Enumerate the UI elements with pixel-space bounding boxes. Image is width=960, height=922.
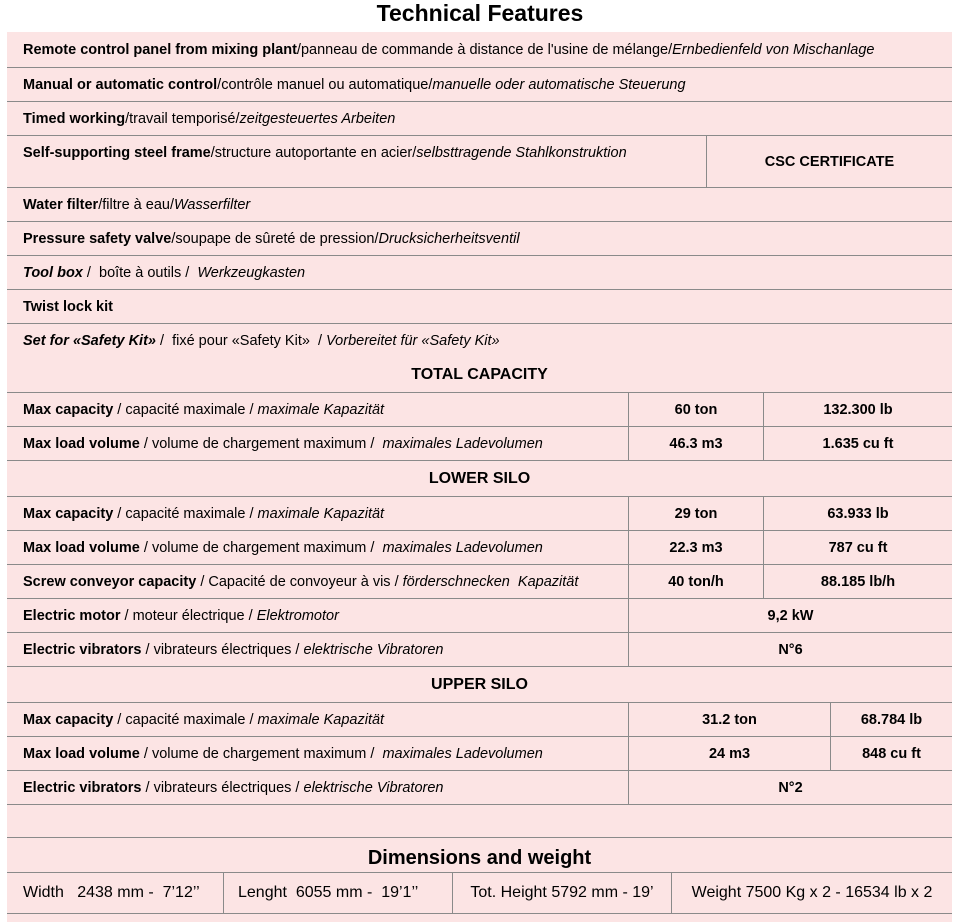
value-imperial: 1.635 cu ft xyxy=(763,427,952,460)
lower-silo-row-max-capacity: Max capacity / capacité maximale / maximale Kapazität 29 ton 63.933 lb xyxy=(7,497,952,531)
feature-row-remote-control: Remote control panel from mixing plant / panneau de commande à distance de l'usine de mélange / Ernbedienfeld von Mischanlage xyxy=(7,32,952,68)
feature-fr: panneau de commande à distance de l'usine de mélange xyxy=(300,41,669,58)
lower-silo-row-electric-motor: Electric motor / moteur électrique / Elektromotor 9,2 kW xyxy=(7,599,952,633)
upper-silo-row-electric-vibrators: Electric vibrators / vibrateurs électriques / elektrische Vibratoren N°2 xyxy=(7,771,952,805)
value-imperial: 787 cu ft xyxy=(763,531,952,564)
value-metric: 31.2 ton xyxy=(628,703,830,736)
blank-row xyxy=(7,805,952,838)
value-metric: 40 ton/h xyxy=(628,565,763,598)
feature-en: Tool box xyxy=(23,264,83,281)
feature-de: zeitgesteuertes Arbeiten xyxy=(239,110,396,127)
value-combined: 9,2 kW xyxy=(628,599,952,632)
upper-silo-row-max-load-volume: Max load volume / volume de chargement maximum / maximales Ladevolumen 24 m3 848 cu ft xyxy=(7,737,952,771)
feature-en: Self-supporting steel frame xyxy=(23,145,211,161)
section-heading-lower-silo: LOWER SILO xyxy=(428,470,531,487)
dimensions-row xyxy=(7,872,952,914)
value-imperial: 68.784 lb xyxy=(830,703,952,736)
feature-fr: structure autoportante en acier xyxy=(214,145,413,161)
lower-silo-row-electric-vibrators: Electric vibrators / vibrateurs électriques / elektrische Vibratoren N°6 xyxy=(7,633,952,667)
feature-en: Remote control panel from mixing plant xyxy=(23,41,297,58)
feature-fr: travail temporisé xyxy=(129,110,236,127)
feature-de: Wasserfilter xyxy=(173,196,251,213)
feature-de: Ernbedienfeld von Mischanlage xyxy=(672,41,875,58)
feature-row-tool-box: Tool box / boîte à outils / Werkzeugkasten xyxy=(7,256,952,290)
section-heading-upper-silo: UPPER SILO xyxy=(431,676,528,693)
feature-row-steel-frame: Self-supporting steel frame / structure autoportante en acier / selbsttragende Stahlkonstruktion CSC CERTIFICATE xyxy=(7,136,952,188)
feature-de: Drucksicherheitsventil xyxy=(378,230,520,247)
feature-en: Twist lock kit xyxy=(23,298,113,315)
dimension-width: Width 2438 mm - 7’12’’ xyxy=(23,884,200,901)
feature-fr: fixé pour «Safety Kit» xyxy=(172,333,310,349)
feature-en: Water filter xyxy=(23,196,99,213)
feature-en: Timed working xyxy=(23,110,126,127)
value-metric: 29 ton xyxy=(628,497,763,530)
feature-row-water-filter: Water filter / filtre à eau / Wasserfilter xyxy=(7,188,952,222)
feature-en: Pressure safety valve xyxy=(23,230,172,247)
upper-silo-row-max-capacity: Max capacity / capacité maximale / maximale Kapazität 31.2 ton 68.784 lb xyxy=(7,703,952,737)
feature-de: Werkzeugkasten xyxy=(197,264,306,281)
feature-de: Vorbereitet für «Safety Kit» xyxy=(326,333,500,349)
value-imperial: 132.300 lb xyxy=(763,393,952,426)
feature-row-safety-kit: Set for «Safety Kit» / fixé pour «Safety Kit» / Vorbereitet für «Safety Kit» xyxy=(23,333,500,349)
value-metric: 24 m3 xyxy=(628,737,830,770)
feature-de: manuelle oder automatische Steuerung xyxy=(432,76,686,93)
value-metric: 46.3 m3 xyxy=(628,427,763,460)
value-imperial: 63.933 lb xyxy=(763,497,952,530)
lower-silo-row-screw-conveyor: Screw conveyor capacity / Capacité de convoyeur à vis / förderschnecken Kapazität 40 ton/h 88.185 lb/h xyxy=(7,565,952,599)
section-heading-dimensions: Dimensions and weight xyxy=(367,847,592,869)
feature-row-twist-lock xyxy=(7,290,952,324)
value-imperial: 848 cu ft xyxy=(830,737,952,770)
value-metric: 60 ton xyxy=(628,393,763,426)
feature-fr: filtre à eau xyxy=(102,196,170,213)
feature-fr: contrôle manuel ou automatique xyxy=(221,76,429,93)
feature-fr: boîte à outils xyxy=(99,264,182,281)
lower-silo-row-max-load-volume: Max load volume / volume de chargement maximum / maximales Ladevolumen 22.3 m3 787 cu ft xyxy=(7,531,952,565)
feature-row-timed-working: Timed working / travail temporisé / zeitgesteuertes Arbeiten xyxy=(7,102,952,136)
page-title: Technical Features xyxy=(376,0,584,26)
feature-row-pressure-valve: Pressure safety valve / soupape de sûreté de pression / Drucksicherheitsventil xyxy=(7,222,952,256)
value-imperial: 88.185 lb/h xyxy=(763,565,952,598)
feature-row-manual-control: Manual or automatic control / contrôle manuel ou automatique / manuelle oder automatische Steuerung xyxy=(7,68,952,102)
value-metric: 22.3 m3 xyxy=(628,531,763,564)
feature-de: selbsttragende Stahlkonstruktion xyxy=(416,145,627,161)
csc-certificate-badge: CSC CERTIFICATE xyxy=(706,136,952,187)
value-combined: N°2 xyxy=(628,771,952,804)
feature-en: Set for «Safety Kit» xyxy=(23,333,156,349)
section-heading-total-capacity: TOTAL CAPACITY xyxy=(411,366,548,383)
total-capacity-row-max-load-volume: Max load volume / volume de chargement maximum / maximales Ladevolumen 46.3 m3 1.635 cu ft xyxy=(7,427,952,461)
feature-en: Manual or automatic control xyxy=(23,76,218,93)
dimension-height: Tot. Height 5792 mm - 19’ xyxy=(452,873,671,913)
dimension-length: Lenght 6055 mm - 19’1’’ xyxy=(223,873,452,913)
dimension-weight: Weight 7500 Kg x 2 - 16534 lb x 2 xyxy=(671,873,952,913)
features-sheet xyxy=(7,32,952,922)
value-combined: N°6 xyxy=(628,633,952,666)
total-capacity-row-max-capacity: Max capacity / capacité maximale / maximale Kapazität 60 ton 132.300 lb xyxy=(7,393,952,427)
feature-fr: soupape de sûreté de pression xyxy=(175,230,375,247)
